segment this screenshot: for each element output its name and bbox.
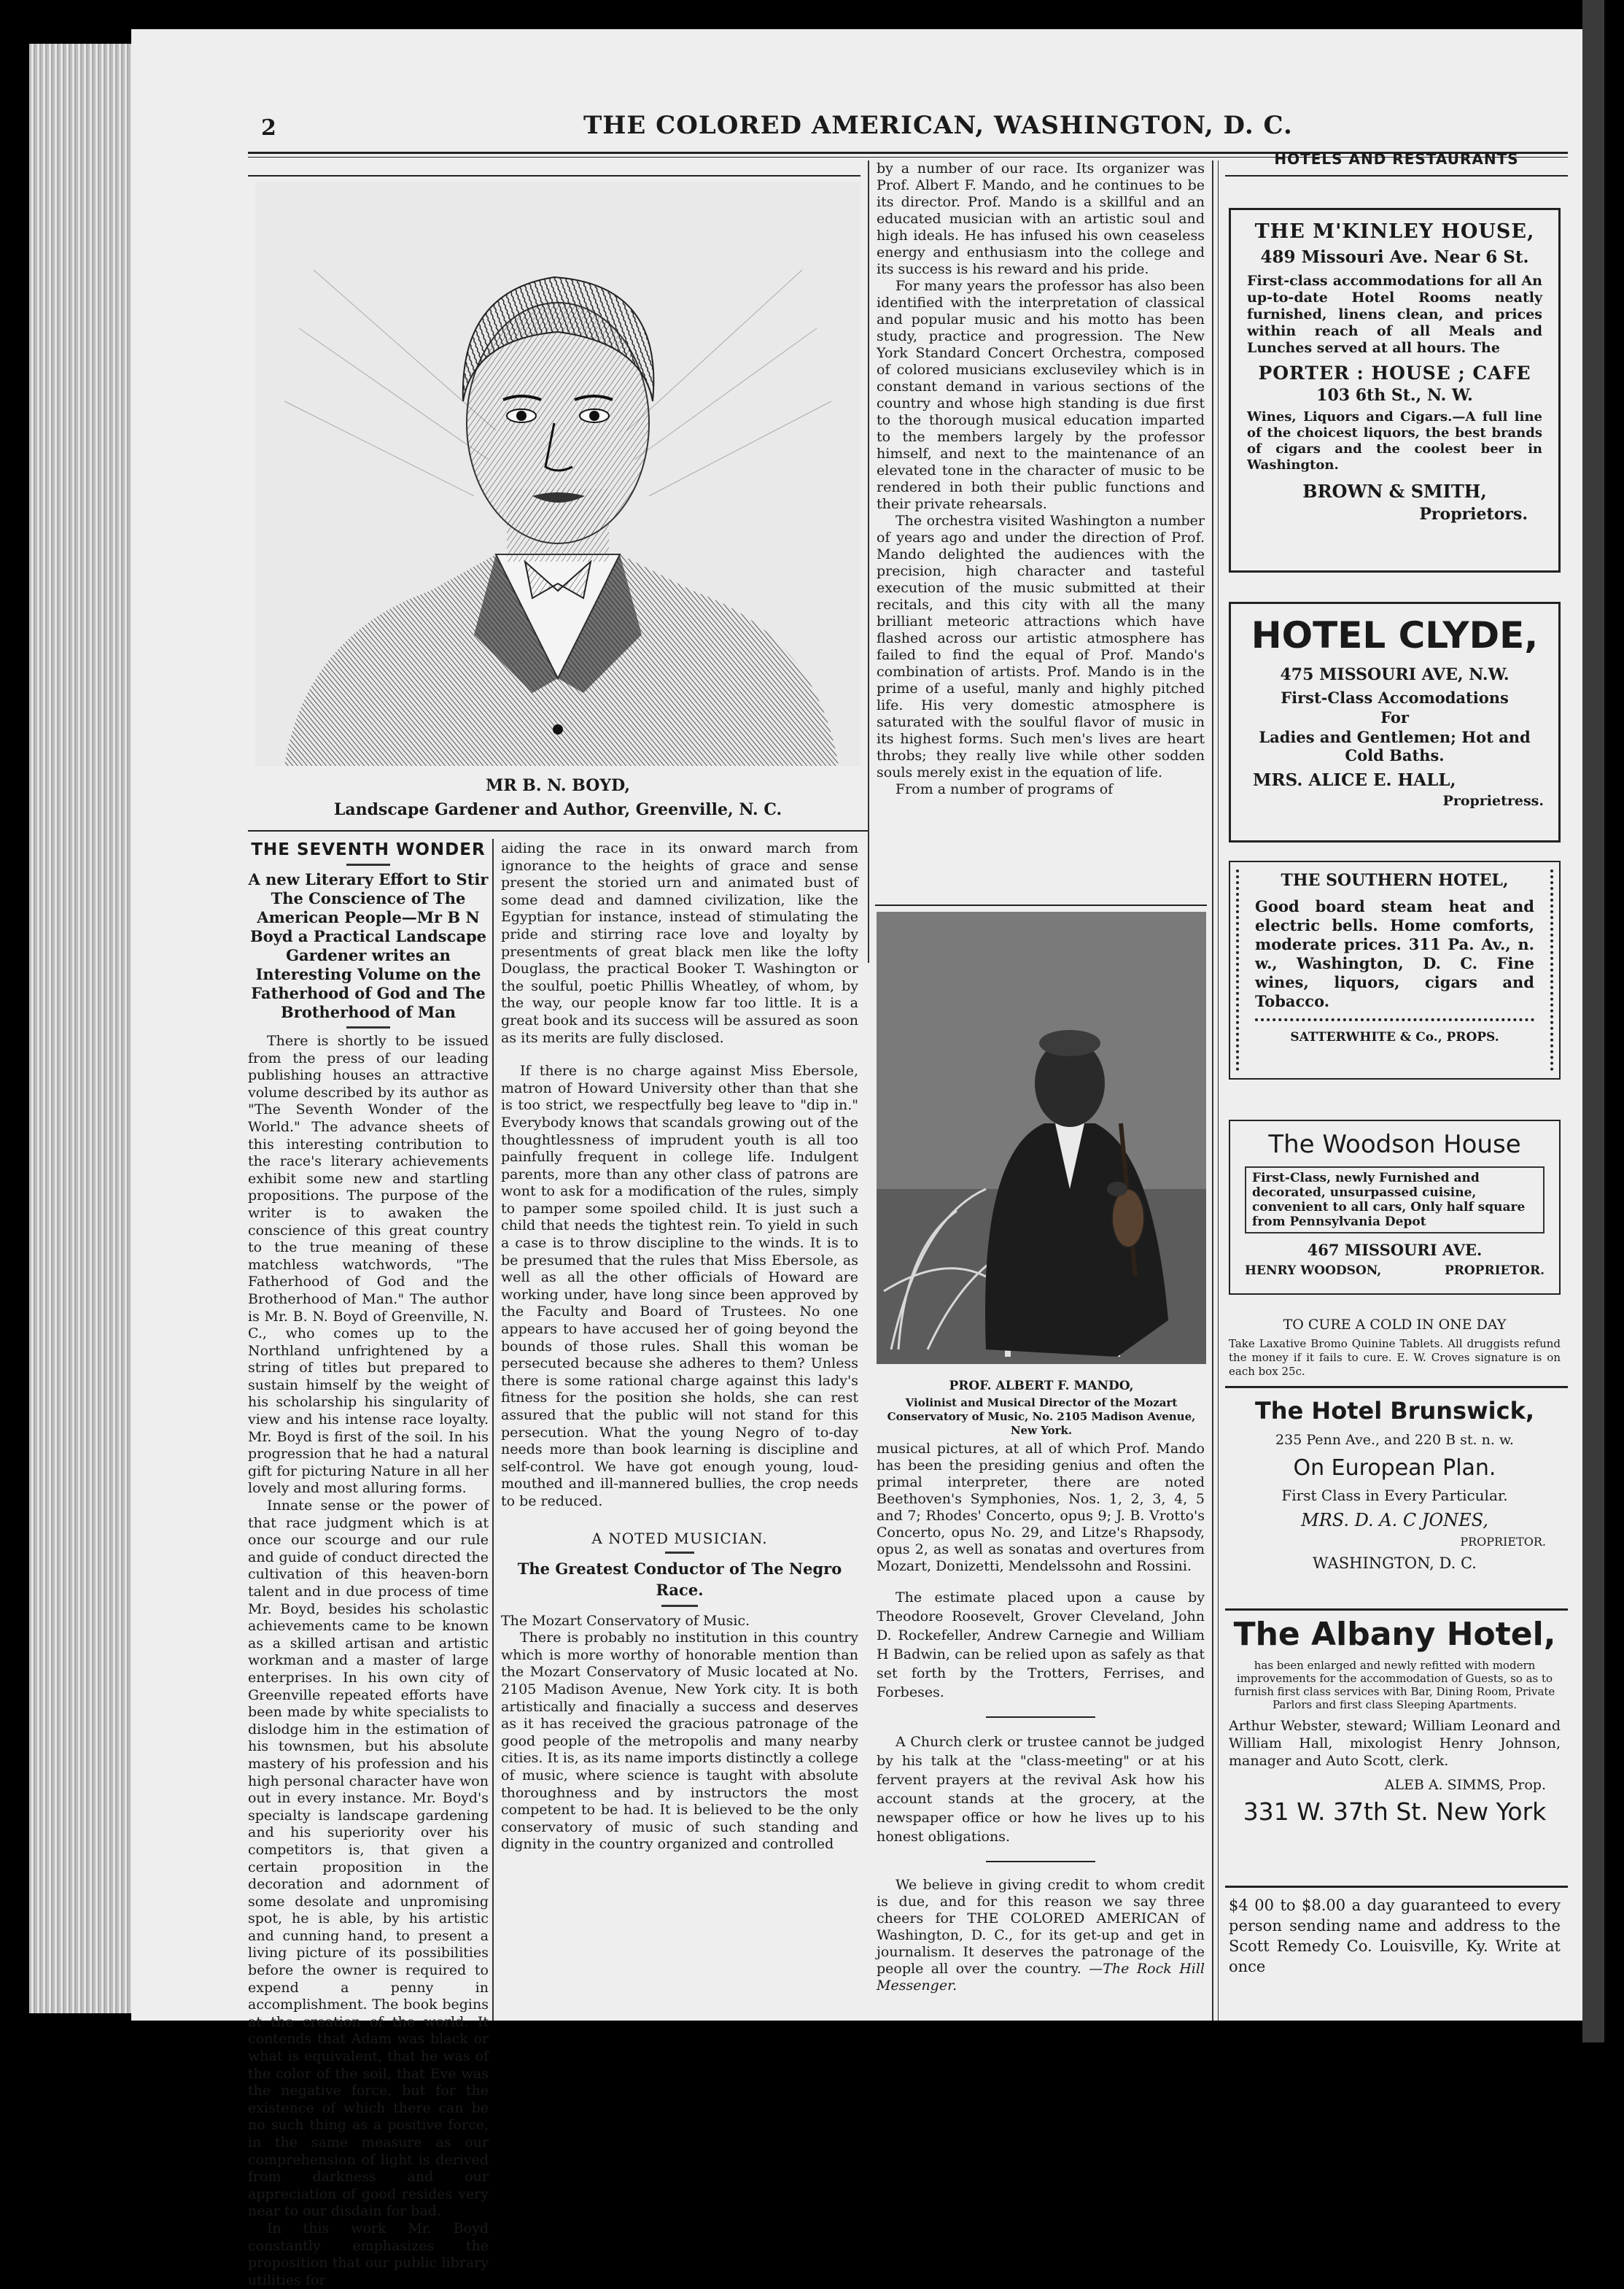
portrait-name: MR B. N. BOYD,: [485, 776, 631, 795]
column-two: [501, 840, 858, 1854]
book-page-edges: [29, 44, 139, 2013]
paragraph: In this work Mr. Boyd constantly emphasizes the proposition that our public library utilities for: [248, 2220, 489, 2288]
column-rule: [1212, 160, 1213, 2021]
ads-section-title: HOTELS AND RESTAURANTS: [1274, 150, 1519, 168]
ad-hotel-brunswick: The Hotel Brunswick, 235 Penn Ave., and 220 B st. n. w. On European Plan. First Class in Every Particular. MRS. D. A. C JONES, PROPRIETOR. WASHINGTON, D. C.: [1254, 1397, 1546, 1572]
ebersole-editorial: If there is no charge against Miss Ebersole, matron of Howard University other than that she is too strict, we respectfully beg leave to "dip in." Everybody knows that scandals growing out of the thoughtlessness of imprudent youth is all too painfully frequent in college life. Indulgent parents, more than any other class of patrons are wont to ask for a modification of the rules, simply to pamper some spoiled child. It is just such a child that needs the tightest rein. To yield in such a case is to throw discipline to the winds. It is to be presumed that the rules that Miss Ebersole, as well as all the other officials of Howard are working under, have long since been approved by the Faculty and Board of Trustees. No one appears to have accused her of going beyond the bounds of those rules. Shall this woman be persecuted because she adheres to them? Unless there is some rational charge against this lady's fitness for the position she holds, she can rest assured that the public will not stand for this persecution. What the young Negro of to-day needs more than book learning is discipline and self-control. We have got enough young, loud-mouthed and ill-mannered bullies, the crop needs to be reduced.: [501, 1063, 858, 1509]
estimate-paragraph: The estimate placed upon a cause by Theodore Roosevelt, Grover Cleveland, John D. Rockefeller, Andrew Carnegie and William H Badwin, can be relied upon as safely as that set forth by the Trotters, Ferrises, and Forbeses.: [877, 1589, 1205, 1700]
paragraph: There is shortly to be issued from the press of our leading publishing houses an attractive volume described by its author as "The Seventh Wonder of the World." The advance sheets of this interesting contribution to the race's literary achievements exhibit some new and startling propositions. The purpose of the writer is to awaken the conscience of this great country to the true meaning of these matchless watchwords, "The Fatherhood of God and the Brotherhood of Man." The author is Mr. B. N. Boyd of Greenville, N. C., who comes up to the Northland unfrightened by a string of titles but prepared to sustain himself by the weight of his scholarship his singularity of view and his intense race loyalty. Mr. Boyd is first of the soil. In his progression that he had a natural gift for picturing Nature in all her lovely and most alluring forms.: [248, 1033, 489, 1497]
ad-hotel-clyde: HOTEL CLYDE, 475 MISSOURI AVE, N.W. First-Class Accomodations For Ladies and Gentlemen; Hot and Cold Baths. MRS. ALICE E. HALL, Proprietress.: [1229, 602, 1561, 843]
photo-caption-name: PROF. ALBERT F. MANDO,: [949, 1379, 1134, 1393]
paragraph: From a number of programs of: [895, 781, 1114, 797]
paragraph: The orchestra visited Washington a number of years ago and under the direction of Prof. Mando delighted the audiences with the precision, high character and tasteful execution of the music submitted at their recitals, and this city with all the many brilliant meteoric attractions which have flashed across our artistic atmosphere has failed to find the equal of Prof. Mando's combination of artists. Prof. Mando is in the prime of a useful, manly and highly pitched life. His very domestic atmosphere is saturated with the soulful flavor of music in its highest forms. Such men's lives are heart throbs; they really live while other sodden souls merely exist in the equation of life.: [877, 513, 1205, 781]
column-rule: [868, 160, 869, 963]
paragraph: For many years the professor has also been identified with the interpretation of classical and popular music and his motto has been study, practice and progression. The New York Standard Concert Orchestra, composed of colored musicians excluseviley which is in constant demand in various sections of the country and whose high standing is due first to the thorough musical education imparted to the members largely by the professor himself, and next to the maintenance of an elevated tone in the character of music to be rendered in both their public functions and their private rehearsals.: [877, 278, 1205, 512]
paragraph: musical pictures, at all of which Prof. Mando has been the presiding genius and often the primal interpreter, there are noted Beethoven's Symphonies, Nos. 1, 2, 3, 4, 5 and 7; Rhodes' Concerto, opus 9; J. B. Vrotto's Concerto, opus No. 29, and Litze's Rhapsody, opus 2, as well as sonatas and overtures from Mozart, Donizetti, Mendelssohn and Rossini.: [877, 1441, 1205, 1574]
headline: THE SEVENTH WONDER: [251, 840, 486, 859]
musician-subhead: The Greatest Conductor of The Negro Race.: [517, 1559, 842, 1599]
paragraph: Innate sense or the power of that race judgment which is at once our scourge and our rule and guide of conduct directed the cultivation of this heaven-born talent and in due process of time Mr. Boyd, besides his scholastic achievements came to be known as a skilled artisan and artistic workman and a master of large enterprises. In his own city of Greenville repeated efforts have been made by white specialists to dislodge him in the estimation of his townsmen, but his absolute mastery of his profession and his high personal character have won out in every instance. Mr. Boyd's specialty is landscape gardening and his superiority over his competitors is, that given a certain proposition in the decoration and adornment of some desolate and unpromising spot, he is able, by his artistic and cunning hand, to present a living picture of its possibilities before the owner is required to expend a penny in accomplishment. The book begins at the creation of the world. It contends that Adam was black or what is equivalent, that he was of the color of the soil, that Eve was the negative force, but for the existence of which there can be no such thing as a positive force, in the same measure as our comprehension of light is derived from darkness and our appreciation of good resides very near to our disdain for bad.: [248, 1498, 489, 2220]
book-binding-edge: [1582, 0, 1604, 2042]
paragraph: There is probably no institution in this country which is more worthy of honorable mention than the Mozart Conservatory of Music located at No. 2105 Madison Avenue, New York city. It is both artistically and finacially a success and deserves as it has received the gracious patronage of the good people of the metropolis and many nearby cities. It is, as its name imports distinctly a college of music, where science is taught with absolute thoroughness and by instructors the most competent to be had. It is believed to be the only conservatory of music of such standing and dignity in the country organized and controlled: [501, 1630, 858, 1853]
paragraph: The Mozart Conservatory of Music.: [501, 1612, 750, 1629]
masthead-title: THE COLORED AMERICAN, WASHINGTON, D. C.: [583, 111, 1293, 140]
church-paragraph: A Church clerk or trustee cannot be judged by his talk at the "class-meeting" or at his fervent prayers at the revival Ask how his account stands at the grocery, at the newspaper office or how he lives up to his honest obligations.: [877, 1734, 1205, 1845]
ad-woodson-house: The Woodson House First-Class, newly Furnished and decorated, unsurpassed cuisine, convenient to all cars, Only half square from Pennsylvania Depot 467 MISSOURI AVE. HENRY WOODSON, PROPRIETOR.: [1229, 1120, 1561, 1295]
musician-heading: A NOTED MUSICIAN.: [591, 1529, 768, 1547]
article-subhead: A new Literary Effort to Stir The Conscience of The American People—Mr B N Boyd a Practical Landscape Gardener writes an Interesting Volume on the Fatherhood of God and The Brotherhood of Man: [248, 870, 489, 1021]
photo-albert-mando: [877, 912, 1206, 1364]
column-three-lower: [877, 1441, 1205, 1994]
column-three: [877, 160, 1205, 798]
portrait-engraving-boyd: [255, 182, 860, 766]
ad-albany-hotel: The Albany Hotel, has been enlarged and newly refitted with modern improvements for the accommodation of Guests, so as to furnish first class services with Bar, Dining Room, Private Parlors and first class Sleeping Apartments. Arthur Webster, steward; William Leonard and William Hall, mixologist Henry Johnson, manager and Auto Scott, clerk. ALEB A. SIMMS, Prop. 331 W. 37th St. New York: [1229, 1616, 1561, 1826]
paragraph: aiding the race in its onward march from ignorance to the heights of grace and sense present the storied urn and animated bust of some dead and damned civilization, like the Egyptian for instance, instead of stimulating the pride and stirring race love and loyalty by presentments of great black men like the lofty Douglass, the practical Booker T. Washington or the soulful, poetic Phillis Wheatley, of whom, by the way, our people know far too little. It is a great book and its success will be assured as soon as its merits are fully disclosed.: [501, 840, 858, 1046]
page-number: 2: [261, 115, 276, 141]
newspaper-page: [131, 29, 1582, 2288]
ad-scott-remedy: $4 00 to $8.00 a day guaranteed to every person sending name and address to the Scott Remedy Co. Louisville, Ky. Write at once: [1229, 1897, 1561, 1975]
ad-southern-hotel: THE SOUTHERN HOTEL, Good board steam heat and electric bells. Home comforts, moderate prices. 311 Pa. Av., n. w., Washington, D. C. Fine wines, liquors, cigars and Tobacco. SATTERWHITE & Co., PROPS.: [1229, 861, 1561, 1080]
credit-paragraph: We believe in giving credit to whom credit is due, and for this reason we say three cheers for THE COLORED AMERICAN of Washington, D. C., for its get-up and get in journalism. It deserves the patronage of the people all over the country. —The Rock Hill Messenger.: [877, 1877, 1205, 1994]
ad-mckinley-house: THE M'KINLEY HOUSE, 489 Missouri Ave. Near 6 St. First-class accommodations for all An up-to-date Hotel Rooms neatly furnished, linens clean, and prices within reach of all Meals and Lunches served at all hours. The PORTER : HOUSE ; CAFE 103 6th St., N. W. Wines, Liquors and Cigars.—A full line of the choicest liquors, the best brands of cigars and the coolest beer in Washington. BROWN & SMITH, Proprietors.: [1229, 208, 1561, 573]
paragraph: by a number of our race. Its organizer was Prof. Albert F. Mando, and he continues to be its director. Prof. Mando is a skillful and an educated musician with an artistic soul and high ideals. He has infused his own ceaseless energy and enthusiasm into the college and its success is his reward and his pride.: [877, 160, 1205, 277]
photo-caption-desc: Violinist and Musical Director of the Mozart Conservatory of Music, No. 2105 Madison Avenue, New York.: [887, 1396, 1196, 1437]
ad-cold-cure: TO CURE A COLD IN ONE DAY Take Laxative Bromo Quinine Tablets. All druggists refund the money if it fails to cure. E. W. Croves signature is on each box 25c.: [1229, 1317, 1561, 1378]
credit-source: —The Rock Hill Messenger.: [877, 1961, 1205, 1994]
portrait-caption: Landscape Gardener and Author, Greenville, N. C.: [333, 800, 782, 819]
column-rule: [492, 839, 494, 2021]
article-seventh-wonder: [248, 840, 489, 2289]
